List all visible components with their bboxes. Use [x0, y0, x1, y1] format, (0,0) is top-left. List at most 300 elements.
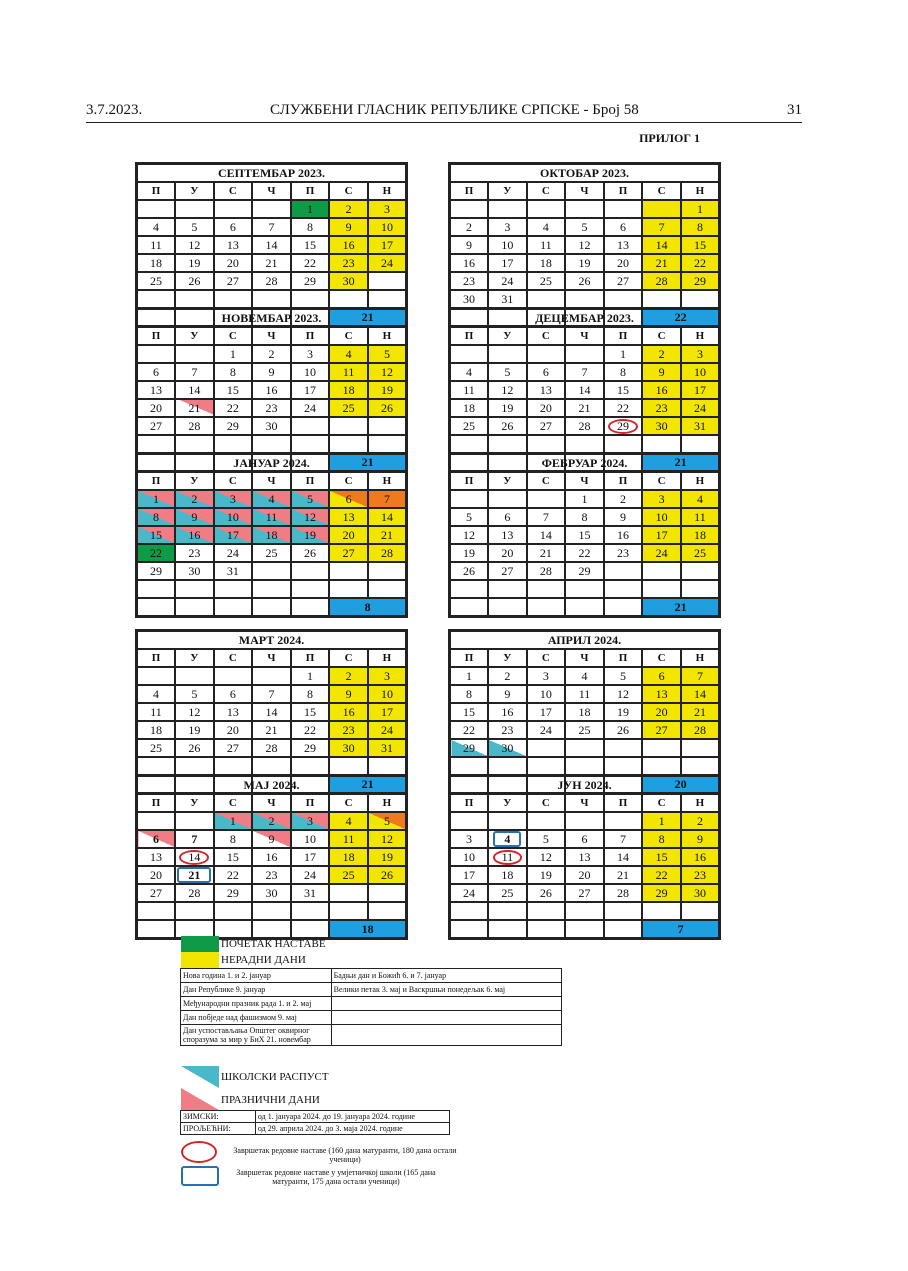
- day-name-header: Ч: [252, 327, 291, 345]
- empty-cell: [214, 598, 253, 617]
- day-cell: 30: [488, 739, 527, 757]
- day-cell: [604, 562, 643, 580]
- day-cell: 18: [681, 526, 720, 544]
- day-cell: 2: [642, 345, 681, 363]
- day-cell: 3: [450, 830, 489, 848]
- day-cell: 8: [291, 685, 330, 703]
- day-cell: 25: [450, 417, 489, 435]
- day-cell: [488, 812, 527, 830]
- day-cell: [214, 667, 253, 685]
- day-cell: 2: [329, 667, 368, 685]
- day-cell: 19: [175, 721, 214, 739]
- day-cell: [565, 200, 604, 218]
- day-cell: 1: [604, 345, 643, 363]
- school-break-swatch: [181, 1066, 219, 1088]
- calendar-table: [135, 629, 408, 795]
- holiday-entry: Дан успостављања Општег оквирног споразума за мир у БиХ 21. новембар: [181, 1025, 332, 1046]
- day-cell: [450, 902, 489, 920]
- day-cell: 10: [527, 685, 566, 703]
- day-name-header: С: [329, 649, 368, 667]
- day-name-header: С: [642, 182, 681, 200]
- day-cell: 25: [137, 739, 176, 757]
- day-cell: 30: [252, 884, 291, 902]
- day-cell: [681, 435, 720, 453]
- day-cell: [488, 830, 527, 848]
- day-name-header: У: [175, 794, 214, 812]
- day-cell: 12: [175, 703, 214, 721]
- day-cell: 19: [450, 544, 489, 562]
- day-cell: [450, 200, 489, 218]
- day-cell: [175, 812, 214, 830]
- day-cell: [214, 580, 253, 598]
- day-cell: [604, 290, 643, 308]
- day-cell: 22: [291, 721, 330, 739]
- day-cell: 20: [137, 399, 176, 417]
- day-cell: 10: [642, 508, 681, 526]
- day-cell: 15: [681, 236, 720, 254]
- day-name-header: Ч: [565, 794, 604, 812]
- day-cell: [450, 757, 489, 775]
- day-cell: 3: [681, 345, 720, 363]
- day-cell: [565, 290, 604, 308]
- day-cell: 28: [604, 884, 643, 902]
- day-cell: [488, 490, 527, 508]
- day-cell: 26: [291, 544, 330, 562]
- day-cell: 28: [368, 544, 407, 562]
- day-cell: 17: [527, 703, 566, 721]
- day-cell: [450, 812, 489, 830]
- calendar-table: [135, 452, 408, 618]
- day-cell: 15: [214, 381, 253, 399]
- day-cell: [604, 739, 643, 757]
- day-cell: 3: [291, 812, 330, 830]
- day-cell: 7: [527, 508, 566, 526]
- day-cell: 5: [291, 490, 330, 508]
- month-title: НОВЕМБАР 2023.: [137, 309, 407, 328]
- day-cell: 6: [488, 508, 527, 526]
- day-cell: 5: [488, 363, 527, 381]
- calendar-table: [448, 307, 721, 473]
- day-cell: 26: [175, 739, 214, 757]
- day-name-header: П: [137, 649, 176, 667]
- day-cell: 18: [137, 721, 176, 739]
- day-cell: 12: [291, 508, 330, 526]
- day-cell: [488, 435, 527, 453]
- day-cell: 10: [291, 363, 330, 381]
- day-cell: [329, 902, 368, 920]
- empty-cell: [137, 598, 176, 617]
- day-cell: [681, 562, 720, 580]
- day-cell: 30: [450, 290, 489, 308]
- holiday-entry: [331, 1025, 561, 1046]
- day-name-header: П: [450, 327, 489, 345]
- day-name-header: Н: [368, 794, 407, 812]
- day-cell: 20: [488, 544, 527, 562]
- day-cell: 20: [642, 703, 681, 721]
- day-cell: 14: [175, 381, 214, 399]
- day-cell: 23: [175, 544, 214, 562]
- day-cell: 26: [604, 721, 643, 739]
- day-cell: 11: [565, 685, 604, 703]
- day-name-header: П: [291, 472, 330, 490]
- day-cell: [527, 290, 566, 308]
- day-cell: [368, 290, 407, 308]
- day-name-header: Ч: [252, 649, 291, 667]
- day-cell: 29: [642, 884, 681, 902]
- day-cell: [214, 200, 253, 218]
- day-cell: 3: [214, 490, 253, 508]
- day-cell: [565, 435, 604, 453]
- day-cell: 25: [527, 272, 566, 290]
- day-cell: [175, 848, 214, 866]
- day-cell: 11: [137, 236, 176, 254]
- day-name-header: С: [642, 327, 681, 345]
- holiday-entry: Велики петак 3. мај и Васкршњи понедељак 6. мај: [331, 983, 561, 997]
- calendar-table: [135, 162, 408, 328]
- day-name-header: С: [527, 472, 566, 490]
- day-cell: 2: [450, 218, 489, 236]
- day-name-header: П: [604, 794, 643, 812]
- day-cell: 31: [368, 739, 407, 757]
- day-cell: [368, 884, 407, 902]
- day-cell: 22: [450, 721, 489, 739]
- break-table: [180, 1110, 450, 1135]
- working-days-count: 21: [329, 308, 406, 327]
- day-name-header: С: [527, 794, 566, 812]
- day-cell: 29: [681, 272, 720, 290]
- day-cell: 9: [488, 685, 527, 703]
- day-cell: 15: [291, 703, 330, 721]
- day-cell: 19: [604, 703, 643, 721]
- day-cell: 30: [329, 272, 368, 290]
- day-cell: 24: [450, 884, 489, 902]
- day-cell: [252, 580, 291, 598]
- day-cell: [137, 580, 176, 598]
- day-cell: 14: [252, 236, 291, 254]
- day-cell: 28: [252, 739, 291, 757]
- day-cell: 16: [252, 381, 291, 399]
- day-cell: 30: [681, 884, 720, 902]
- day-cell: [137, 435, 176, 453]
- day-cell: 9: [252, 363, 291, 381]
- day-cell: 15: [450, 703, 489, 721]
- working-days-count: 21: [329, 453, 406, 472]
- day-cell: [642, 580, 681, 598]
- day-name-header: С: [214, 472, 253, 490]
- day-cell: 22: [604, 399, 643, 417]
- day-cell: 22: [214, 866, 253, 884]
- day-cell: 25: [252, 544, 291, 562]
- day-cell: 24: [291, 866, 330, 884]
- day-cell: 28: [681, 721, 720, 739]
- day-cell: 30: [175, 562, 214, 580]
- empty-cell: [175, 598, 214, 617]
- day-name-header: П: [291, 327, 330, 345]
- day-cell: [368, 562, 407, 580]
- break-type: ПРОЉЕЋНИ:: [181, 1123, 256, 1135]
- day-cell: [291, 757, 330, 775]
- day-cell: [681, 902, 720, 920]
- day-cell: [681, 290, 720, 308]
- working-days-count: 18: [329, 920, 406, 939]
- day-cell: 4: [565, 667, 604, 685]
- day-cell: [642, 757, 681, 775]
- day-name-header: С: [214, 794, 253, 812]
- day-cell: 11: [329, 830, 368, 848]
- day-name-header: У: [488, 327, 527, 345]
- calendar-table: [135, 774, 408, 940]
- day-cell: 31: [214, 562, 253, 580]
- day-cell: 9: [681, 830, 720, 848]
- day-cell: 2: [252, 812, 291, 830]
- day-name-header: П: [137, 794, 176, 812]
- day-cell: 26: [450, 562, 489, 580]
- break-period: од 1. јануара 2024. до 19. јануара 2024. године: [255, 1111, 449, 1123]
- day-name-header: Ч: [252, 182, 291, 200]
- day-name-header: С: [214, 182, 253, 200]
- day-name-header: Н: [681, 794, 720, 812]
- day-cell: [565, 902, 604, 920]
- day-cell: 12: [527, 848, 566, 866]
- day-cell: 9: [329, 218, 368, 236]
- holiday-entry: Међународни празник рада 1. и 2. мај: [181, 997, 332, 1011]
- day-cell: [291, 562, 330, 580]
- day-cell: 6: [214, 218, 253, 236]
- day-cell: [291, 435, 330, 453]
- empty-cell: [291, 920, 330, 939]
- day-cell: 13: [214, 703, 253, 721]
- day-cell: [565, 812, 604, 830]
- day-name-header: П: [291, 794, 330, 812]
- day-cell: 21: [527, 544, 566, 562]
- month-title: ЈАНУАР 2024.: [137, 454, 407, 473]
- day-cell: 14: [252, 703, 291, 721]
- day-cell: 8: [681, 218, 720, 236]
- day-cell: 5: [450, 508, 489, 526]
- day-cell: 7: [642, 218, 681, 236]
- day-cell: [175, 866, 214, 884]
- day-cell: [450, 345, 489, 363]
- day-cell: [604, 435, 643, 453]
- day-cell: 19: [527, 866, 566, 884]
- month-title: АПРИЛ 2024.: [450, 631, 720, 650]
- day-cell: 23: [252, 866, 291, 884]
- day-cell: 21: [252, 721, 291, 739]
- day-cell: 13: [137, 381, 176, 399]
- day-cell: 8: [214, 830, 253, 848]
- day-name-header: С: [329, 472, 368, 490]
- empty-cell: [604, 920, 643, 939]
- day-cell: 31: [291, 884, 330, 902]
- day-cell: [214, 290, 253, 308]
- day-cell: [368, 580, 407, 598]
- day-cell: 11: [252, 508, 291, 526]
- day-cell: 16: [175, 526, 214, 544]
- page-header: [86, 100, 802, 123]
- day-cell: 28: [565, 417, 604, 435]
- day-cell: 3: [368, 667, 407, 685]
- day-cell: 1: [450, 667, 489, 685]
- day-cell: [681, 739, 720, 757]
- day-cell: 23: [642, 399, 681, 417]
- day-cell: 22: [137, 544, 176, 562]
- holiday-entry: [331, 1011, 561, 1025]
- day-cell: 31: [488, 290, 527, 308]
- day-cell: 24: [368, 254, 407, 272]
- day-cell: 18: [252, 526, 291, 544]
- day-cell: 11: [527, 236, 566, 254]
- day-cell: 27: [137, 417, 176, 435]
- month-calendar: [448, 629, 721, 795]
- day-cell: [368, 902, 407, 920]
- day-cell: 2: [252, 345, 291, 363]
- day-cell: [527, 490, 566, 508]
- day-cell: 18: [488, 866, 527, 884]
- day-cell: 25: [565, 721, 604, 739]
- day-cell: 17: [368, 703, 407, 721]
- day-cell: [488, 757, 527, 775]
- day-cell: 23: [681, 866, 720, 884]
- day-name-header: С: [527, 327, 566, 345]
- month-title: ДЕЦЕМБАР 2023.: [450, 309, 720, 328]
- empty-cell: [450, 598, 489, 617]
- day-cell: 9: [175, 508, 214, 526]
- month-calendar: [448, 452, 721, 618]
- day-cell: [604, 417, 643, 435]
- day-cell: 20: [137, 866, 176, 884]
- break-type: ЗИМСКИ:: [181, 1111, 256, 1123]
- day-cell: 21: [368, 526, 407, 544]
- day-cell: 29: [291, 272, 330, 290]
- holiday-entry: Дан Републике 9. јануар: [181, 983, 332, 997]
- day-name-header: С: [642, 472, 681, 490]
- day-cell: 11: [681, 508, 720, 526]
- day-cell: 12: [488, 381, 527, 399]
- day-cell: 23: [488, 721, 527, 739]
- day-cell: 23: [329, 254, 368, 272]
- day-cell: 26: [488, 417, 527, 435]
- holidays-table: [180, 968, 562, 1046]
- annex-label: ПРИЛОГ 1: [639, 131, 700, 145]
- working-days-count: 21: [329, 775, 406, 794]
- day-cell: 24: [642, 544, 681, 562]
- day-cell: [527, 345, 566, 363]
- day-cell: 6: [565, 830, 604, 848]
- day-name-header: У: [175, 472, 214, 490]
- day-cell: 4: [137, 685, 176, 703]
- day-cell: [137, 290, 176, 308]
- day-cell: [604, 812, 643, 830]
- legend-start: ПОЧЕТАК НАСТАВЕ: [221, 938, 326, 950]
- day-cell: [214, 902, 253, 920]
- red-circle-icon: [181, 1141, 217, 1163]
- day-cell: 25: [137, 272, 176, 290]
- day-name-header: У: [488, 182, 527, 200]
- day-name-header: Н: [368, 182, 407, 200]
- day-cell: 20: [527, 399, 566, 417]
- day-name-header: П: [137, 327, 176, 345]
- day-cell: 30: [642, 417, 681, 435]
- month-calendar: [135, 307, 408, 473]
- day-cell: 17: [681, 381, 720, 399]
- day-cell: 23: [252, 399, 291, 417]
- empty-cell: [291, 598, 330, 617]
- legend-holidays: ПРАЗНИЧНИ ДАНИ: [221, 1094, 320, 1106]
- day-cell: 6: [527, 363, 566, 381]
- month-title: СЕПТЕМБАР 2023.: [137, 164, 407, 183]
- day-cell: 17: [488, 254, 527, 272]
- day-name-header: П: [137, 472, 176, 490]
- day-name-header: П: [604, 182, 643, 200]
- day-cell: [527, 200, 566, 218]
- page-number: 31: [787, 102, 802, 118]
- day-cell: 3: [527, 667, 566, 685]
- day-cell: [681, 757, 720, 775]
- day-cell: [175, 290, 214, 308]
- day-cell: 26: [527, 884, 566, 902]
- day-cell: [137, 667, 176, 685]
- empty-cell: [565, 920, 604, 939]
- day-cell: 3: [488, 218, 527, 236]
- month-title: ФЕБРУАР 2024.: [450, 454, 720, 473]
- day-cell: [642, 562, 681, 580]
- day-cell: [329, 884, 368, 902]
- day-cell: 7: [175, 830, 214, 848]
- day-cell: 4: [137, 218, 176, 236]
- day-cell: 6: [137, 830, 176, 848]
- day-cell: 4: [329, 345, 368, 363]
- art-school-end-marker: 21: [177, 867, 211, 883]
- day-cell: 7: [175, 363, 214, 381]
- day-cell: 17: [450, 866, 489, 884]
- day-cell: 8: [565, 508, 604, 526]
- working-days-count: 21: [642, 598, 719, 617]
- day-cell: [329, 290, 368, 308]
- day-cell: 6: [137, 363, 176, 381]
- day-name-header: П: [604, 649, 643, 667]
- day-cell: [642, 739, 681, 757]
- empty-cell: [252, 598, 291, 617]
- day-cell: 7: [252, 685, 291, 703]
- day-cell: [368, 417, 407, 435]
- empty-cell: [604, 598, 643, 617]
- day-cell: 21: [642, 254, 681, 272]
- day-cell: 29: [450, 739, 489, 757]
- empty-cell: [527, 598, 566, 617]
- day-cell: 28: [642, 272, 681, 290]
- art-school-end-marker: 4: [493, 831, 521, 847]
- day-name-header: П: [450, 794, 489, 812]
- day-name-header: Ч: [565, 327, 604, 345]
- day-cell: 21: [681, 703, 720, 721]
- day-cell: 13: [604, 236, 643, 254]
- day-cell: 10: [488, 236, 527, 254]
- day-cell: [642, 200, 681, 218]
- day-cell: 15: [137, 526, 176, 544]
- day-cell: 27: [527, 417, 566, 435]
- day-cell: 30: [329, 739, 368, 757]
- legend-school-break: ШКОЛСКИ РАСПУСТ: [221, 1071, 329, 1083]
- day-cell: [329, 417, 368, 435]
- day-cell: [450, 435, 489, 453]
- month-calendar: [448, 774, 721, 940]
- day-cell: 7: [681, 667, 720, 685]
- day-cell: 20: [329, 526, 368, 544]
- empty-cell: [137, 920, 176, 939]
- day-cell: 8: [214, 363, 253, 381]
- day-cell: 17: [214, 526, 253, 544]
- day-cell: 10: [368, 685, 407, 703]
